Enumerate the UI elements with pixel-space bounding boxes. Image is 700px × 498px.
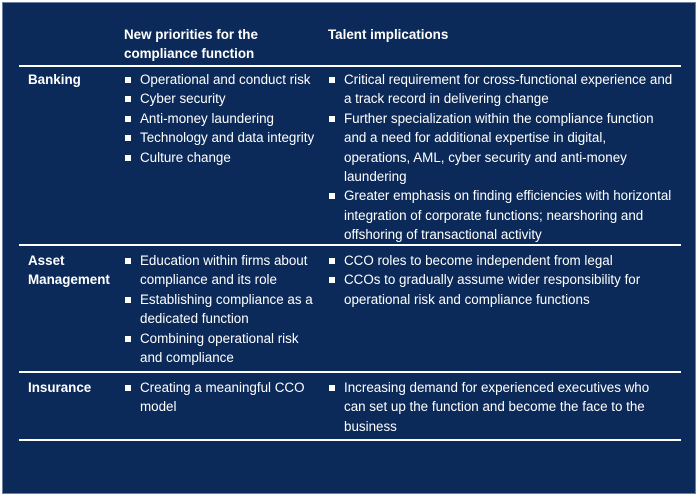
bullet-icon — [125, 135, 131, 141]
row-label-banking: Banking — [28, 72, 81, 87]
list-item: Creating a meaningful CCO model — [124, 378, 322, 417]
list-item: Combining operational risk and compliance — [124, 329, 322, 368]
bullet-icon — [329, 385, 335, 391]
insurance-priorities-list — [124, 378, 322, 417]
bullet-icon — [329, 258, 335, 264]
bullet-icon — [329, 77, 335, 83]
list-item: Operational and conduct risk — [124, 70, 322, 89]
list-item: Cyber security — [124, 89, 322, 108]
list-item: Culture change — [124, 148, 322, 167]
bullet-icon — [125, 297, 131, 303]
list-item: Establishing compliance as a dedicated function — [124, 290, 322, 329]
bullet-icon — [125, 155, 131, 161]
list-item: CCO roles to become independent from legal — [328, 251, 673, 270]
asset-management-priorities-list — [124, 251, 322, 367]
header-priorities: New priorities for the compliance function — [124, 27, 258, 62]
bullet-icon — [125, 96, 131, 102]
banking-priorities-list — [124, 70, 322, 167]
row-label-insurance: Insurance — [28, 380, 92, 395]
header-talent: Talent implications — [328, 27, 449, 42]
bullet-icon — [125, 258, 131, 264]
bullet-icon — [125, 116, 131, 122]
bullet-icon — [125, 336, 131, 342]
list-item: Greater emphasis on finding efficiencies with horizontal integration of corporate functions; nearshoring and offshoring of transactional activity — [328, 186, 673, 244]
list-item: CCOs to gradually assume wider responsibility for operational risk and compliance functions — [328, 270, 673, 309]
list-item: Education within firms about compliance and its role — [124, 251, 322, 290]
bullet-icon — [329, 116, 335, 122]
table-bottom-rule — [19, 439, 681, 441]
compliance-priorities-table — [2, 2, 696, 494]
banking-talent-list — [328, 70, 673, 245]
insurance-talent-list — [328, 378, 673, 436]
bullet-icon — [329, 193, 335, 199]
header-divider — [19, 65, 681, 67]
list-item: Technology and data integrity — [124, 128, 322, 147]
row-divider — [19, 371, 681, 373]
row-divider — [19, 244, 681, 246]
list-item: Anti-money laundering — [124, 109, 322, 128]
bullet-icon — [329, 277, 335, 283]
row-label-asset-management: Asset Management — [28, 253, 110, 288]
bullet-icon — [125, 77, 131, 83]
list-item: Further specialization within the compliance function and a need for additional expertise in digital, operations, AML, cyber security and anti-money laundering — [328, 109, 673, 187]
bullet-icon — [125, 385, 131, 391]
list-item: Increasing demand for experienced executives who can set up the function and become the face to the business — [328, 378, 673, 436]
asset-management-talent-list — [328, 251, 673, 309]
list-item: Critical requirement for cross-functional experience and a track record in delivering change — [328, 70, 673, 109]
